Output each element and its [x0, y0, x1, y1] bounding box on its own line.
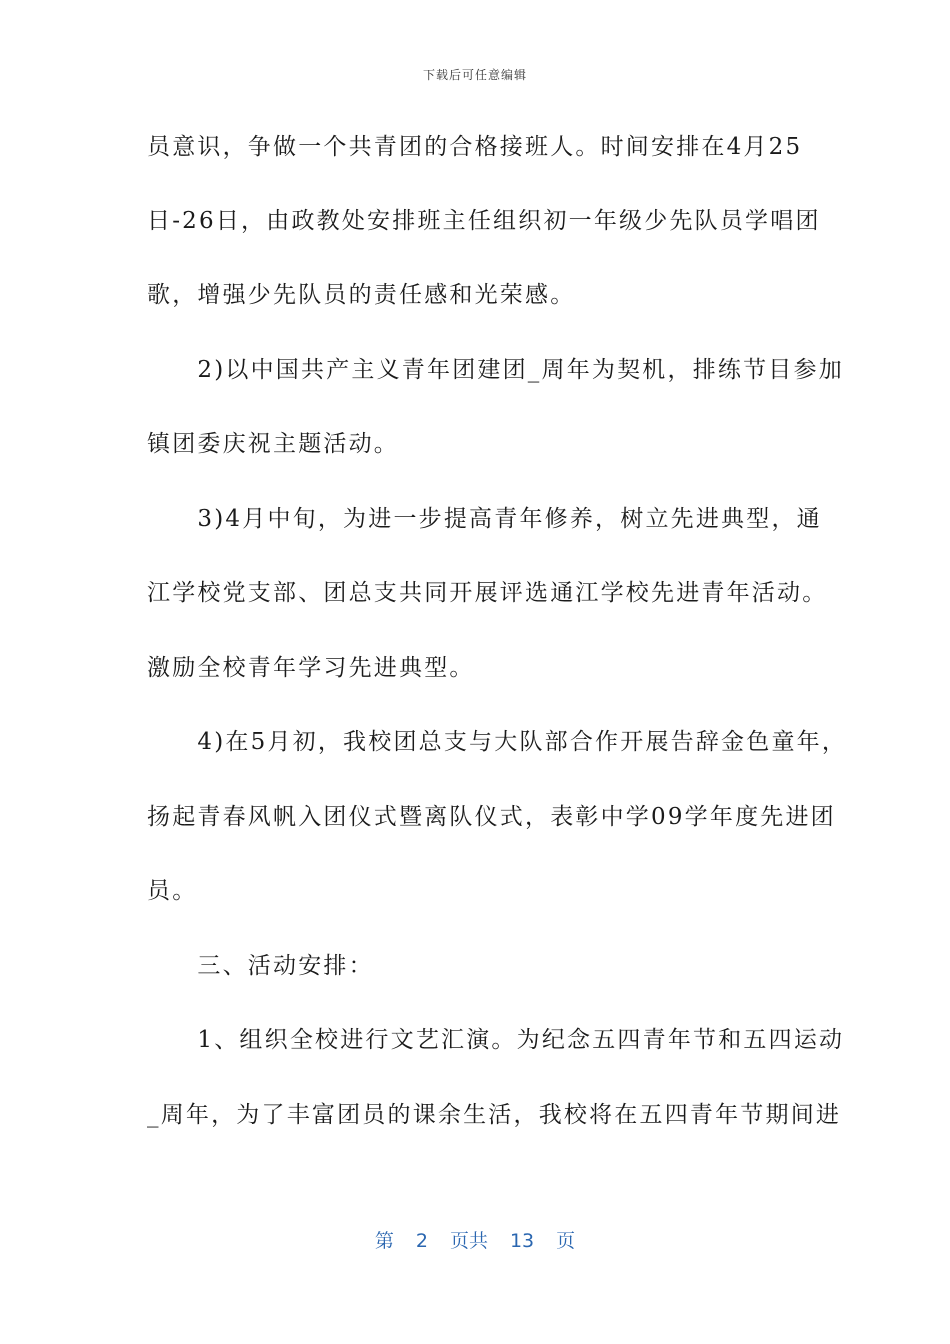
body-line: 4)在5月初，我校团总支与大队部合作开展告辞金色童年，: [147, 729, 848, 755]
footer-middle: 页共: [449, 1230, 488, 1252]
body-line: 2)以中国共产主义青年团建团_周年为契机，排练节目参加: [147, 357, 844, 383]
section-heading: 三、活动安排：: [147, 953, 374, 979]
body-line: 员意识，争做一个共青团的合格接班人。时间安排在4月25: [147, 134, 803, 160]
body-line: 员。: [147, 878, 198, 904]
footer-prefix: 第: [374, 1230, 394, 1252]
body-line: 3)4月中旬，为进一步提高青年修养，树立先进典型，通: [147, 506, 822, 532]
body-line: 镇团委庆祝主题活动。: [147, 431, 399, 457]
body-line: 扬起青春风帆入团仪式暨离队仪式，表彰中学09学年度先进团: [147, 804, 836, 830]
body-line: 1、组织全校进行文艺汇演。为纪念五四青年节和五四运动: [147, 1027, 845, 1053]
body-line: 激励全校青年学习先进典型。: [147, 655, 475, 681]
page-header-note: 下载后可任意编辑: [422, 68, 527, 82]
body-line: 日-26日，由政教处安排班主任组织初一年级少先队员学唱团: [147, 208, 821, 234]
body-line: 江学校党支部、团总支共同开展评选通江学校先进青年活动。: [147, 580, 828, 606]
footer-suffix: 页: [556, 1230, 576, 1252]
current-page-number: 2: [415, 1230, 428, 1252]
body-line: 歌，增强少先队员的责任感和光荣感。: [147, 282, 576, 308]
body-line: _周年，为了丰富团员的课余生活，我校将在五四青年节期间进: [147, 1102, 842, 1128]
page-footer: [0, 1226, 950, 1253]
total-pages: 13: [509, 1230, 535, 1252]
